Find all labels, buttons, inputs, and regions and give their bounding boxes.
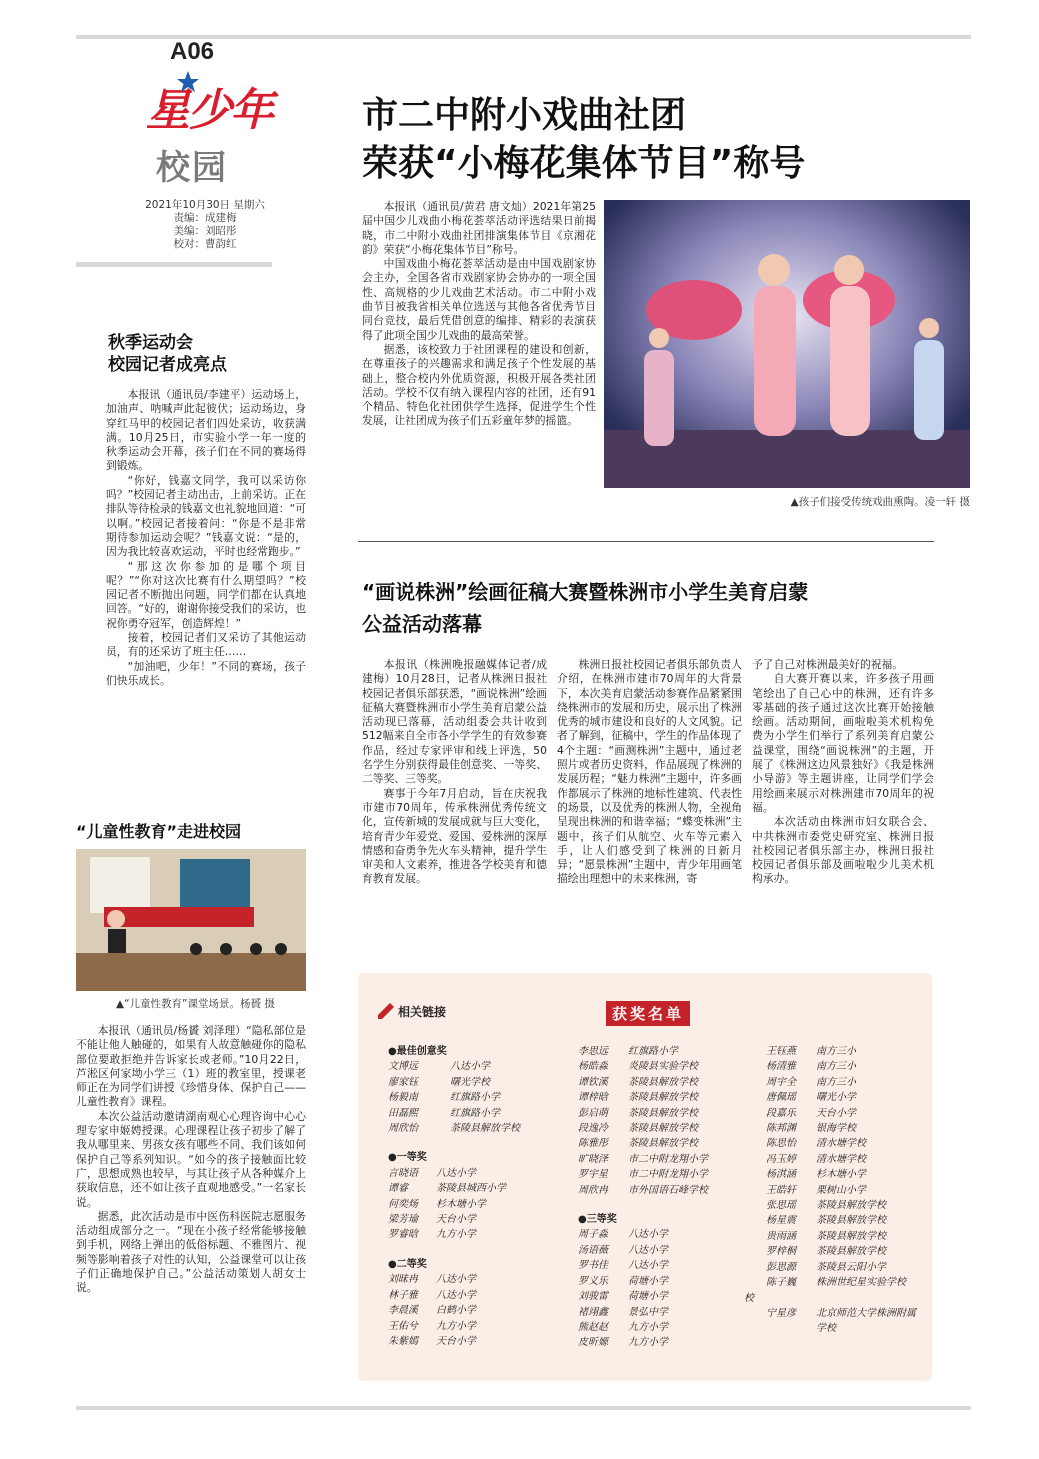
award-entry: 陈雅彤 茶陵县解放学校 (578, 1138, 698, 1150)
page-number: A06 (170, 38, 215, 65)
award-col3 (744, 1044, 924, 1337)
award-entry: 刘昧冉 八达小学 (388, 1274, 476, 1286)
second-paragraph: 本次活动由株洲市妇女联合会、中共株洲市委党史研究室、株洲日报社校园记者俱乐部主办，株洲日报社校园记者俱乐部及画啦啦少儿美术机构承办。 (752, 815, 934, 886)
second-headline (362, 576, 972, 640)
sidebar1-paragraph: 接着，校园记者们又采访了其他运动员，有的还采访了班主任…… (106, 631, 306, 659)
award-col2 (578, 1044, 748, 1351)
art-credit: 美编：刘昭彤 (173, 225, 237, 237)
award-entry: 杨清雅 南方三小 (766, 1061, 856, 1073)
main-headline-line2: 荣获“小梅花集体节目”称号 (362, 143, 806, 184)
award-entry: 谭睿 茶陵县城西小学 (388, 1183, 506, 1195)
main-paragraph: 本报讯（通讯员/黄君 唐文灿）2021年第25届中国少儿戏曲小梅花荟萃活动评选结果日前揭晓，市二中附小戏曲社团排演集体节目《京湘花韵》荣获“小梅花集体节目”称号。 (362, 200, 596, 256)
award-entry: 冯玉婷 清水塘学校 (766, 1153, 866, 1165)
award-entry: 谭钦溪 茶陵县解放学校 (578, 1076, 698, 1088)
second-paragraph: 赛事于今年7月启动，旨在庆祝我市建市70周年，传承株洲优秀传统文化，宣传新城的发展成就与巨大变化，培育青少年爱党、爱国、爱株洲的深厚情感和奋勇争先火车头精神，提升学生审美和人文素养，推进各学校美育和德育教育发展。 (362, 786, 547, 886)
sidebar2-paragraph: 据悉，此次活动是市中医伤科医院志愿服务活动组成部分之一。“现在小孩子经常能够接触到手机，网络上弹出的低俗标题、不雅图片、视频等影响着孩子对性的认知，公益课堂可以让孩子们正确地保护自己。”公益活动策划人胡女士说。 (76, 1209, 306, 1295)
award-entry: 段嘉乐 天台小学 (766, 1107, 856, 1119)
sidebar1-headline-line1: 秋季运动会 (108, 333, 193, 353)
award-entry: 周子淼 八达小学 (578, 1229, 668, 1241)
award-entry: 刘骏雷 荷塘小学 (578, 1291, 668, 1303)
award-entry: 周宇全 南方三小 (766, 1076, 856, 1088)
award-entry: 李思远 红旗路小学 (578, 1046, 678, 1057)
editor-credit: 责编：成建梅 (173, 212, 237, 224)
sidebar1-body (106, 388, 306, 688)
sidebar1-paragraph: “加油吧，少年！”不同的赛场，孩子们快乐成长。 (106, 659, 306, 687)
opera-photo (604, 200, 970, 488)
sidebar1-paragraph: 本报讯（通讯员/李建平）运动场上，加油声、呐喊声此起彼伏；运动场边，身穿红马甲的校园记者们四处采访，收获满满。10月25日，市实验小学一年一度的秋季运动会开幕，孩子们在不同的赛场得到锻炼。 (106, 388, 306, 473)
award-list-title: 获奖名单 (606, 1001, 690, 1026)
sidebar1-paragraph: “那这次你参加的是哪个项目呢？”“你对这次比赛有什么期望吗？”校园记者不断抛出问题，同学们都在认真地回答。“好的，谢谢你接受我们的采访，也祝你勇夺冠军，创造辉煌！” (106, 559, 306, 630)
second-col3 (752, 658, 934, 887)
second-paragraph: 予了自己对株洲最美好的祝福。 (752, 658, 904, 671)
award-entry: 朱紫嫣 天台小学 (388, 1335, 476, 1347)
main-paragraph: 据悉，该校致力于社团课程的建设和创新，在尊重孩子的兴趣需求和满足孩子个性发展的基础上，整合校内外优质资源，积极开展各类社团活动。学校不仅有纳入课程内容的社团，还有91个精品、特色化社团供学生选择，促进学生个性发展，让社团成为孩子们五彩童年梦的摇篮。 (362, 342, 596, 428)
award-entry: 杨星震 茶陵县解放学校 (766, 1215, 886, 1227)
award-entry: 彭思源 茶陵县云阳小学 (766, 1261, 886, 1273)
issue-date: 2021年10月30日 星期六 (145, 199, 265, 211)
classroom-photo-art (76, 849, 306, 991)
award-entry: 彭启萌 茶陵县解放学校 (578, 1107, 698, 1119)
award-entry: 杨毅南 红旗路小学 (388, 1092, 500, 1104)
award-entry: 王钰燕 南方三小 (766, 1046, 856, 1057)
award-category: ●二等奖 (388, 1258, 427, 1270)
sidebar2-paragraph: 本次公益活动邀请湖南观心心理咨询中心心理专家申姬娉授课。心理课程让孩子初步了解了我从哪里来、男孩女孩有哪些不同、我们该如何保护自己等系列知识。“如今的孩子接触面比较广，思想成熟也较早，与其让孩子从各种媒介上获取信息，还不如让孩子直观地感受。”一名家长说。 (76, 1109, 306, 1209)
sidebar1-headline (108, 332, 288, 376)
award-entry: 陈思怡 清水塘学校 (766, 1138, 866, 1150)
bottom-rule (76, 1406, 971, 1410)
award-entry: 陈邦渊 银海学校 (766, 1123, 856, 1135)
page-meta (120, 199, 290, 251)
sidebar1-headline-line2: 校园记者成亮点 (108, 355, 227, 375)
award-entry: 言晓语 八达小学 (388, 1167, 476, 1179)
second-headline-line2: 公益活动落幕 (362, 612, 482, 636)
related-link-label: 相关链接 (398, 1005, 447, 1019)
award-entry: 周欣怡 茶陵县解放学校 (388, 1123, 520, 1135)
classroom-photo (76, 849, 306, 991)
award-entry: 旷晓泽 市二中附龙翔小学 (578, 1153, 708, 1165)
sidebar1-paragraph: “你好，钱嘉文同学，我可以采访你吗？”校园记者主动出击，上前采访。正在排队等待检录的钱嘉文也礼貌地回道：“可以啊。”校园记者接着问：“你是不是非常期待参加运动会呢？”钱嘉文说：“是的，因为我比较喜欢运动，平时也经常跑步。” (106, 473, 306, 559)
award-entry: 林子雅 八达小学 (388, 1289, 476, 1301)
award-entry: 罗梓桐 茶陵县解放学校 (766, 1246, 886, 1258)
award-entry: 罗书佳 八达小学 (578, 1260, 668, 1272)
award-entry: 文博远 八达小学 (388, 1061, 490, 1073)
award-entry: 杨淇涵 杉木塘小学 (766, 1169, 866, 1181)
main-paragraph: 中国戏曲小梅花荟萃活动是由中国戏剧家协会主办，全国各省市戏剧家协会协办的一项全国性、高规格的少儿戏曲艺术活动。市二中附小戏曲节目被我省相关单位选送与其他各省优秀节目同台竞技，最后凭借创意的编排、精彩的表演获得了此项全国少儿戏曲的最高荣誉。 (362, 257, 596, 342)
award-category (388, 1044, 568, 1059)
story-divider (358, 541, 934, 542)
award-entry: 皮昕嫄 九方小学 (578, 1337, 668, 1349)
award-entry: 何奕炀 杉木塘小学 (388, 1198, 486, 1210)
award-category: ●三等奖 (578, 1214, 617, 1226)
second-col2 (557, 658, 742, 887)
award-entry: 贵雨涵 茶陵县解放学校 (766, 1230, 886, 1242)
award-entry: 田磊熙 红旗路小学 (388, 1107, 500, 1119)
award-entry: 杨皓淼 炎陵县实验学校 (578, 1061, 698, 1073)
main-headline-line1: 市二中附小戏曲社团 (362, 95, 687, 136)
opera-photo-art (604, 200, 970, 488)
award-entry: 梁芳瑜 天台小学 (388, 1214, 476, 1226)
award-entry: 罗义乐 荷塘小学 (578, 1275, 668, 1287)
second-paragraph: 自大赛开赛以来，许多孩子用画笔绘出了自己心中的株洲，还有许多零基础的孩子通过这次比赛开始接触绘画。活动期间，画啦啦美术机构免费为小学生们举行了系列美育启蒙公益课堂，围绕“画说株洲”的主题，开展了《株洲这边风景独好》《我是株洲小导游》等主题讲座，让同学们学会用绘画来展示对株洲建市70周年的祝福。 (752, 672, 934, 814)
award-entry: 王佑兮 九方小学 (388, 1320, 476, 1332)
award-entry: 校 (744, 1292, 754, 1304)
main-headline (362, 92, 962, 188)
award-entry: 褚翊鑫 景弘中学 (578, 1306, 668, 1318)
award-entry: 张思瑶 茶陵县解放学校 (766, 1200, 886, 1212)
award-category: ●一等奖 (388, 1152, 427, 1164)
classroom-photo-caption: ▲“儿童性教育”课堂场景。杨贇 摄 (116, 998, 275, 1010)
second-col1 (362, 658, 547, 887)
sidebar2-body (76, 1024, 306, 1296)
opera-photo-caption: ▲孩子们接受传统戏曲熏陶。凌一轩 摄 (790, 496, 970, 508)
award-entry: 谭梓晗 茶陵县解放学校 (578, 1092, 698, 1104)
second-paragraph: 本报讯（株洲晚报融媒体记者/成建梅）10月28日，记者从株洲日报社校园记者俱乐部获悉，“画说株洲”绘画征稿大赛暨株洲市小学生美育启蒙公益活动现已落幕，活动组委会共计收到512幅来自全市各小学学生的有效参赛作品，经过专家评审和线上评选，50名学生分别获得最佳创意奖、一等奖、二等奖、三等奖。 (362, 658, 547, 786)
section-logo: 星少年 (146, 85, 272, 136)
award-entry: 王皓轩 栗树山小学 (766, 1184, 866, 1196)
award-col1 (388, 1044, 568, 1349)
award-entry: 陈子巍 株洲世纪星实验学校 (766, 1277, 906, 1289)
award-entry: 宁星彦 北京师范大学株洲附属学校 (766, 1307, 916, 1335)
award-category-label: ●最佳创意奖 (388, 1046, 447, 1057)
main-story-body (362, 200, 596, 429)
award-entry: 廖家钰 曙光学校 (388, 1076, 490, 1088)
award-entry: 汤语薇 八达小学 (578, 1244, 668, 1256)
award-entry: 周欣冉 市外国语石峰学校 (578, 1184, 708, 1196)
award-entry: 段逸冷 茶陵县解放学校 (578, 1123, 698, 1135)
award-entry: 罗睿晗 九方小学 (388, 1229, 476, 1241)
star-icon (176, 70, 200, 94)
award-entry: 唐佩瑶 曙光小学 (766, 1092, 856, 1104)
second-headline-line1: “画说株洲”绘画征稿大赛暨株洲市小学生美育启蒙 (362, 580, 809, 604)
award-entry: 熊赵赵 九方小学 (578, 1321, 668, 1333)
pencil-icon (376, 1001, 396, 1019)
sidebar2-headline: “儿童性教育”走进校园 (76, 822, 242, 841)
award-entry: 罗宇星 市二中附龙翔小学 (578, 1169, 708, 1181)
sidebar2-paragraph: 本报讯（通讯员/杨贇 刘泽理）“隐私部位是不能让他人触碰的，如果有人故意触碰你的隐私部位要敢拒绝并告诉家长或老师。”10月22日，芦淞区何家坳小学三（1）班的教室里，授课老师正在为同学们讲授《珍惜身体、保护自己——儿童性教育》课程。 (76, 1024, 306, 1109)
award-entry: 李晨溪 白鹤小学 (388, 1305, 476, 1317)
sidebar-top-rule (76, 262, 272, 267)
section-sub: 校园 (156, 148, 228, 188)
second-paragraph: 株洲日报社校园记者俱乐部负责人介绍，在株洲市建市70周年的大背景下，本次美育启蒙活动参赛作品紧紧围绕株洲市的发展和历史，展示出了株洲优秀的城市建设和良好的人文风貌。记者了解到，征稿中，学生的作品体现了4个主题：“画测株洲”主题中，通过老照片或者历史资料，作品展现了株洲的发展历程；“魅力株洲”主题中，许多画作都展示了株洲的地标性建筑、代表性的场景，以及优秀的株洲人物，全视角呈现出株洲的和谐幸福；“蝶变株洲”主题中，孩子们从航空、火车等元素入手，让人们感受到了株洲的日新月异；“愿景株洲”主题中，青少年用画笔描绘出理想中的未来株洲，寄 (557, 658, 742, 886)
proof-credit: 校对：曹韵红 (173, 238, 237, 250)
